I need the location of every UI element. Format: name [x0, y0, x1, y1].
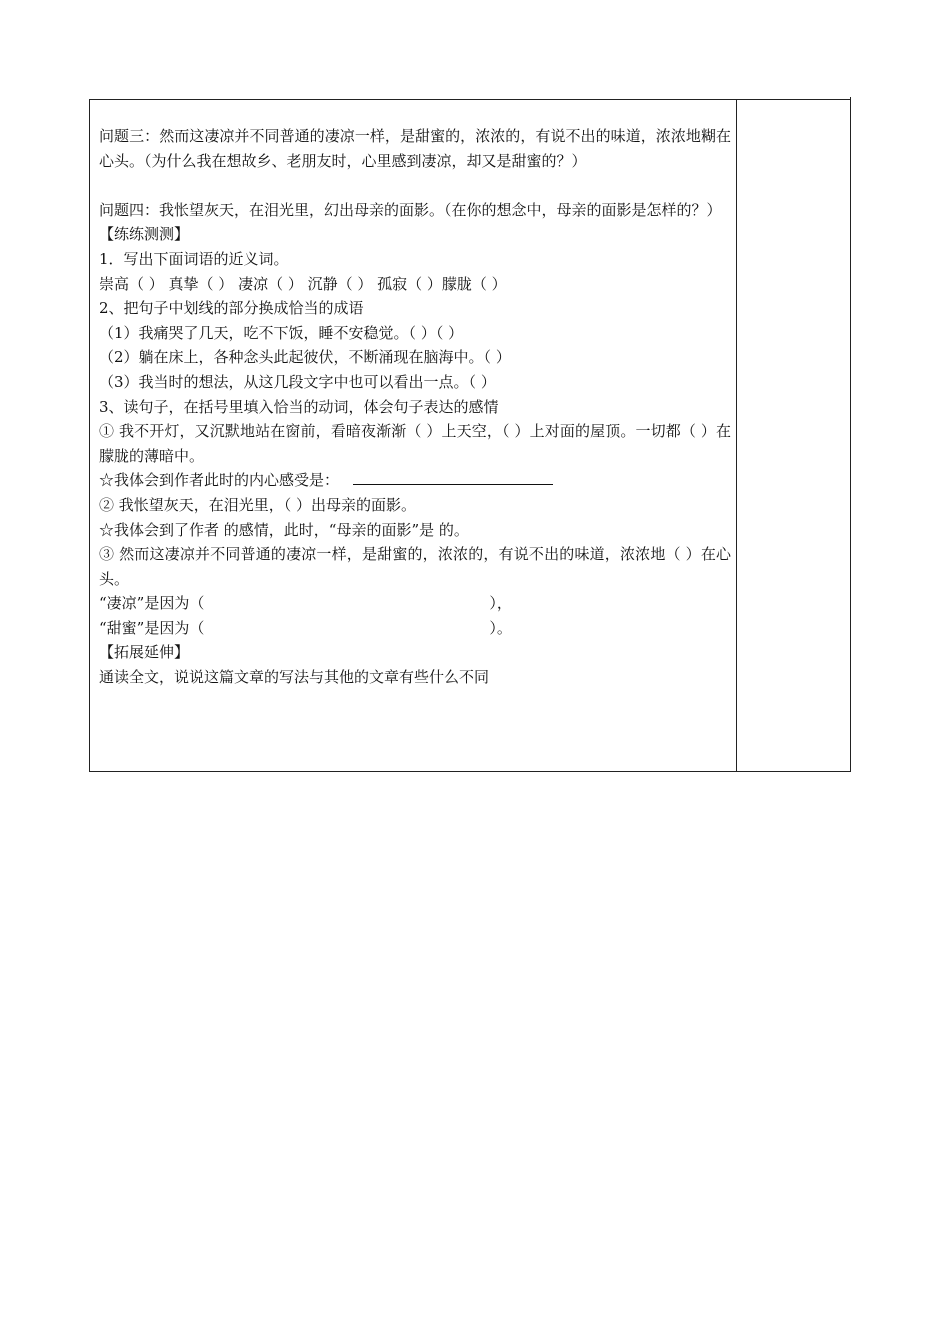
table-column-divider [736, 99, 737, 772]
answer-blank-line[interactable] [353, 470, 553, 485]
spacer [99, 173, 731, 198]
practice-item1-title: 1．写出下面词语的近义词。 [99, 249, 289, 268]
practice-item3-sentence2: ② 我怅望灰天，在泪光里，（ ）出母亲的面影。 [99, 495, 417, 514]
question-four: 问题四：我怅望灰天，在泪光里，幻出母亲的面影。（在你的想念中，母亲的面影是怎样的？） [99, 200, 722, 219]
practice-item3-sentence3: ③ 然而这凄凉并不同普通的凄凉一样，是甜蜜的，浓浓的，有说不出的味道，浓浓地（ ）在心头。 [99, 545, 731, 588]
extension-heading: 【拓展延伸】 [99, 643, 190, 662]
practice-item3-sentence1: ① 我不开灯，又沉默地站在窗前，看暗夜渐渐（ ）上天空，（ ）上对面的屋顶。一切都（ ）在朦胧的薄暗中。 [99, 422, 731, 465]
practice-item2-title: 2、把句子中划线的部分换成恰当的成语 [99, 299, 364, 318]
practice-item2-sentence3: （3）我当时的想法，从这几段文字中也可以看出一点。（ ） [99, 372, 496, 391]
practice-item3-feeling1 [99, 468, 731, 493]
practice-item2-sentence1: （1）我痛哭了几天，吃不下饭，睡不安稳觉。（ ）（ ） [99, 323, 464, 342]
extension-text: 通读全文，说说这篇文章的写法与其他的文章有些什么不同 [99, 668, 490, 687]
practice-item2-sentence2: （2）躺在床上，各种念头此起彼伏，不断涌现在脑海中。（ ） [99, 348, 511, 367]
feeling1-prompt: ☆我体会到作者此时的内心感受是： [99, 471, 340, 490]
reason-sweet: “甜蜜”是因为（ ）。 [99, 618, 512, 637]
practice-item3-title: 3、读句子，在括号里填入恰当的动词，体会句子表达的感情 [99, 397, 499, 416]
practice-item1-words: 崇高（ ） 真挚（ ） 凄凉（ ） 沉静（ ） 孤寂（ ）朦胧（ ） [99, 274, 507, 293]
practice-item3-feeling2: ☆我体会到了作者 的感情，此时，“母亲的面影”是 的。 [99, 520, 469, 539]
reason-desolate: “凄凉”是因为（ ）， [99, 594, 512, 613]
worksheet-content [99, 124, 731, 690]
table-right-border [850, 97, 851, 772]
practice-heading: 【练练测测】 [99, 225, 190, 244]
question-three: 问题三：然而这凄凉并不同普通的凄凉一样，是甜蜜的，浓浓的，有说不出的味道，浓浓地糊在心头。（为什么我在想故乡、老朋友时，心里感到凄凉，却又是甜蜜的？） [99, 127, 731, 170]
